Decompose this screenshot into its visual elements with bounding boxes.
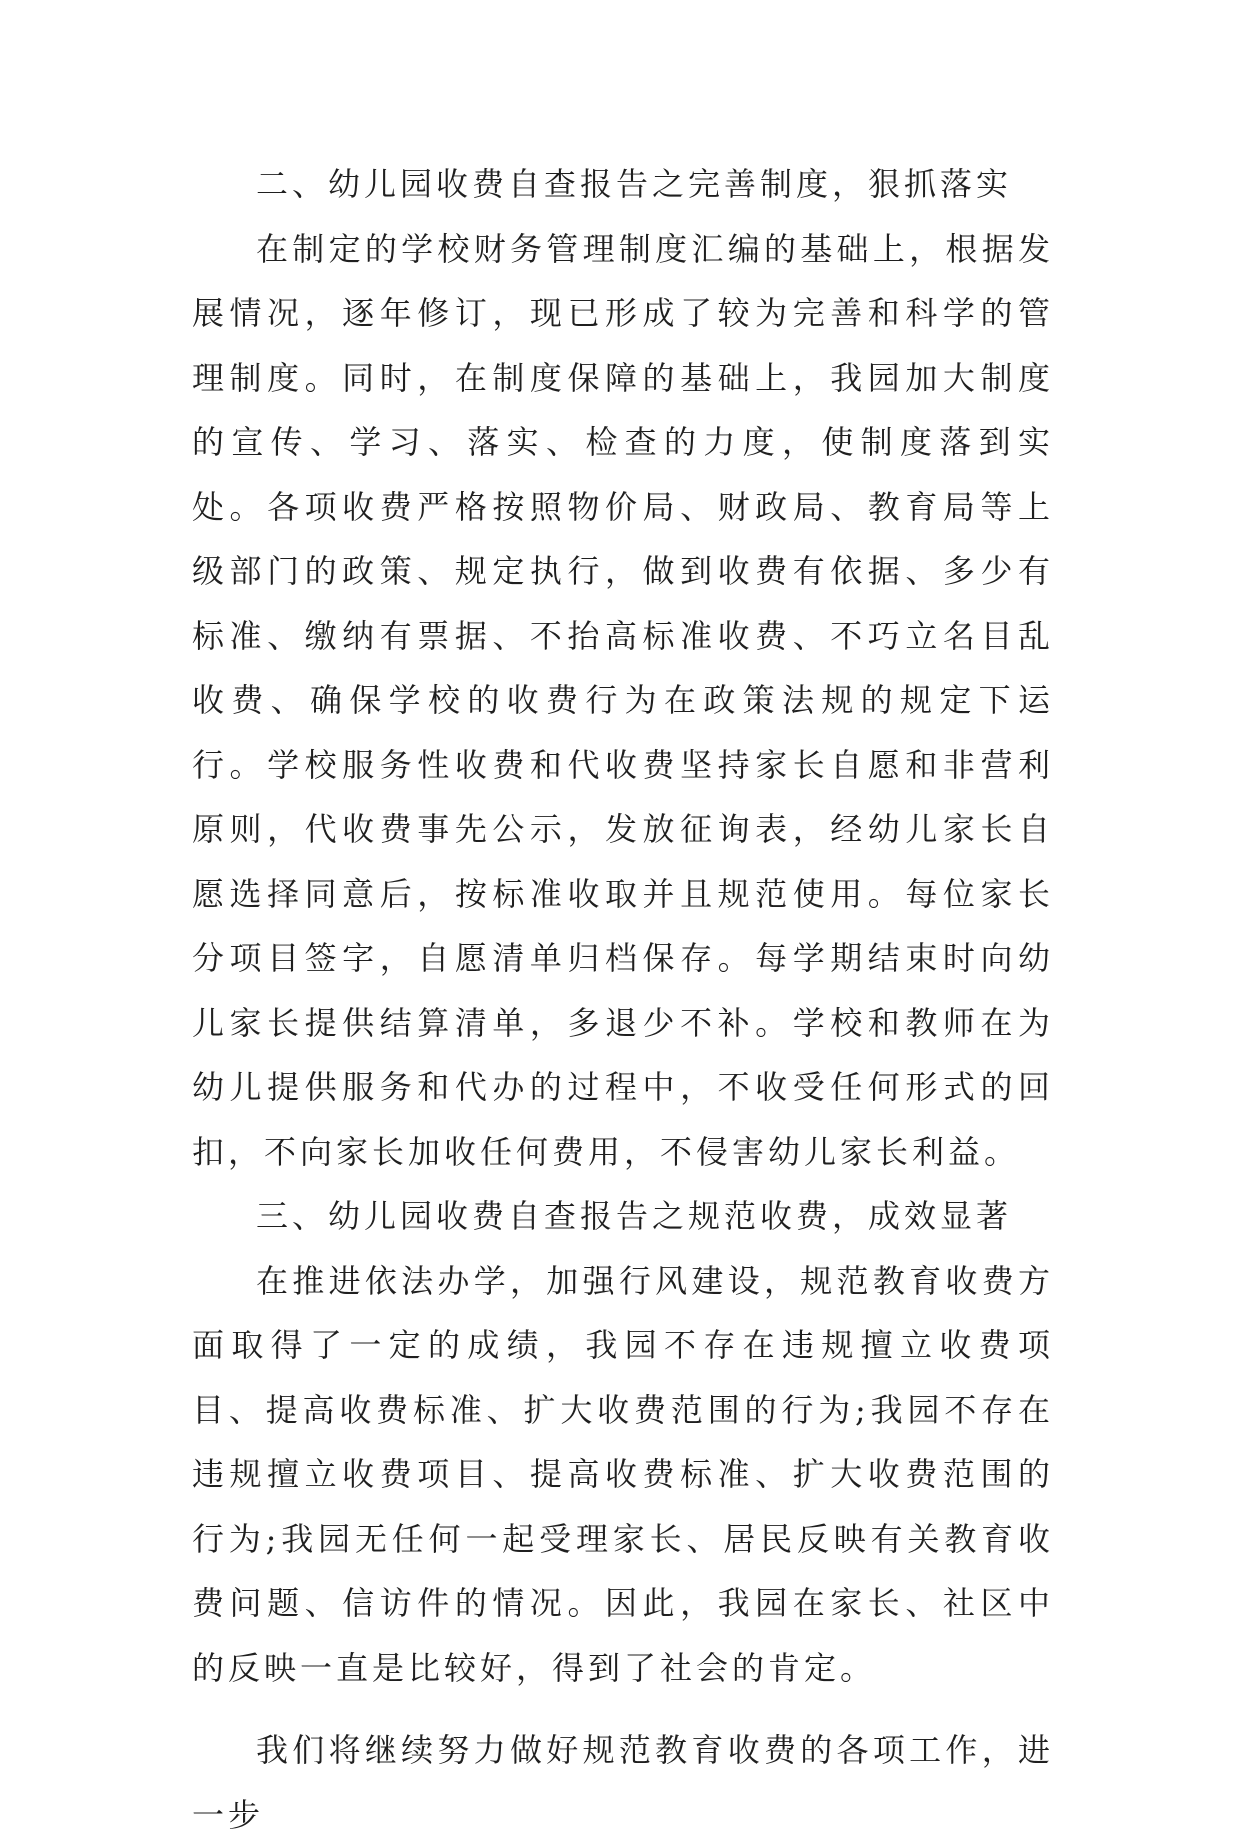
section-3-heading: 三、幼儿园收费自查报告之规范收费，成效显著 bbox=[256, 1197, 1013, 1235]
section-3-paragraph: 在推进依法办学，加强行风建设，规范教育收费方面取得了一定的成绩，我园不存在违规擅立收费项目、提高收费标准、扩大收费范围的行为;我园不存在违规擅立收费项目、提高收费标准、扩大收费范围的行为;我园无任何一起受理家长、居民反映有关教育收费问题、信访件的情况。因此，我园在家长、社区中的反映一直是比较好，得到了社会的肯定。 bbox=[192, 1261, 1054, 1687]
section-2-paragraph: 在制定的学校财务管理制度汇编的基础上，根据发展情况，逐年修订，现已形成了较为完善和科学的管理制度。同时，在制度保障的基础上，我园加大制度的宣传、学习、落实、检查的力度，使制度落到实处。各项收费严格按照物价局、财政局、教育局等上级部门的政策、规定执行，做到收费有依据、多少有标准、缴纳有票据、不抬高标准收费、不巧立名目乱收费、确保学校的收费行为在政策法规的规定下运行。学校服务性收费和代收费坚持家长自愿和非营利原则，代收费事先公示，发放征询表，经幼儿家长自愿选择同意后，按标准收取并且规范使用。每位家长分项目签字，自愿清单归档保存。每学期结束时向幼儿家长提供结算清单，多退少不补。学校和教师在为幼儿提供服务和代办的过程中，不收受任何形式的回扣，不向家长加收任何费用，不侵害幼儿家长利益。 bbox=[192, 229, 1054, 1171]
closing-paragraph: 我们将继续努力做好规范教育收费的各项工作，进一步 bbox=[192, 1731, 1054, 1834]
paragraph-gap bbox=[192, 1700, 1054, 1718]
section-2-heading: 二、幼儿园收费自查报告之完善制度，狠抓落实 bbox=[256, 165, 1013, 203]
document-body bbox=[192, 152, 1054, 1847]
